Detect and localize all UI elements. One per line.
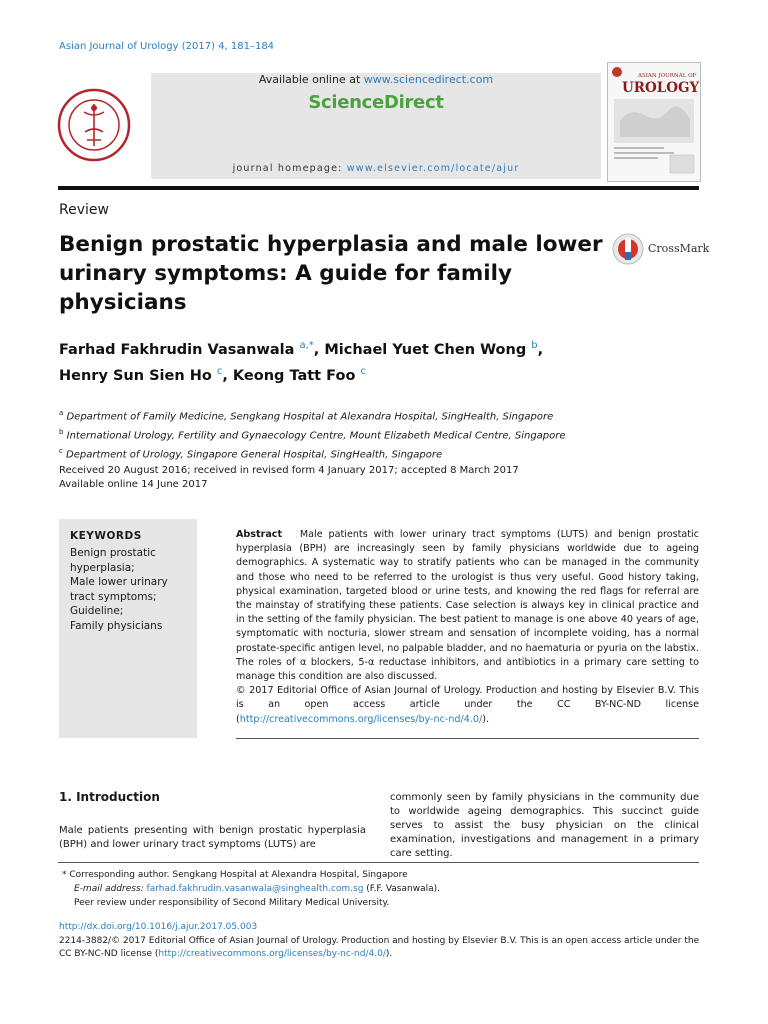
- doi-link[interactable]: http://dx.doi.org/10.1016/j.ajur.2017.05.003: [59, 922, 258, 932]
- abstract-text: Male patients with lower urinary tract symptoms (LUTS) and benign prostatic hyperplasia (BPH) are increasingly seen by family physicians worldwide due to ageing demographics. A systematic way to stratify patients who can be managed in the community and those who need to be referred to the urologist is thus very useful. Good history taking, physical examination, targeted blood or urine tests, and knowing the red flags for referral are the mainstay of stratifying these patients. Case selection is always key in clinical practice and in the setting of the family physician. The best patient to manage is one above 40 years of age, symptomatic with nocturia, slower stream and sensation of incomplete voiding, has a normal prostate-specific antigen level, no palpable bladder, and no haematuria or pyuria on the labstix. The roles of α blockers, 5-α reductase inhibitors, and antibiotics in a primary care setting to manage this condition are also discussed.: [236, 529, 699, 683]
- keyword-item: Male lower urinary tract symptoms;: [70, 576, 168, 603]
- author-affiliation-mark[interactable]: a,*: [299, 340, 314, 351]
- available-online-line: Available online at www.sciencedirect.com: [258, 73, 494, 86]
- crossmark-label: CrossMark: [648, 242, 710, 255]
- corresponding-author-note: * Corresponding author. Sengkang Hospital at Alexandra Hospital, Singapore: [62, 870, 408, 880]
- keywords-box: [59, 519, 197, 738]
- university-seal-logo: [57, 88, 131, 162]
- author-affiliation-mark[interactable]: b: [531, 340, 538, 351]
- journal-cover-image: [607, 62, 701, 182]
- abstract-body: [236, 528, 699, 684]
- article-type: Review: [59, 202, 109, 218]
- sciencedirect-brand: ScienceDirect: [308, 92, 444, 113]
- sciencedirect-link[interactable]: www.sciencedirect.com: [363, 73, 494, 86]
- author-name: Keong Tatt Foo: [232, 367, 356, 384]
- affiliation-item: $^a$ Department of Family Medicine, Sengkang Hospital at Alexandra Hospital, SingHealth, Singapore: [59, 409, 554, 423]
- intro-paragraph-left: Male patients presenting with benign prostatic hyperplasia (BPH) and lower urinary tract symptoms (LUTS) are: [59, 825, 366, 850]
- crossmark-button[interactable]: [612, 232, 710, 266]
- affiliation-item: $^c$ Department of Urology, Singapore General Hospital, SingHealth, Singapore: [59, 446, 443, 460]
- article-title: Benign prostatic hyperplasia and male lower urinary symptoms: A guide for family physicians: [59, 232, 603, 315]
- intro-paragraph-right: commonly seen by family physicians in the community due to worldwide ageing demographics. This succinct guide serves to assist the busy physician on the clinical examination, investigations and management in a primary care setting.: [390, 792, 699, 859]
- email-link[interactable]: farhad.fakhrudin.vasanwala@singhealth.com.sg: [146, 884, 364, 894]
- cover-journal-main: UROLOGY: [622, 80, 700, 96]
- author-affiliation-mark[interactable]: c: [360, 365, 366, 377]
- footnote-rule: [58, 862, 699, 863]
- journal-cover-art: [608, 63, 700, 181]
- article-dates: [59, 464, 519, 492]
- peer-review-note: Peer review under responsibility of Second Military Medical University.: [74, 898, 390, 908]
- footnotes: [62, 868, 702, 910]
- abstract-label: Abstract: [236, 529, 283, 540]
- license-link[interactable]: http://creativecommons.org/licenses/by-nc-nd/4.0/: [239, 713, 483, 725]
- author-list: Farhad Fakhrudin Vasanwala $^{a,*}$, Michael Yuet Chen Wong $^b$, Henry Sun Sien Ho $^c$, Keong Tatt Foo $^c$: [59, 340, 544, 384]
- cover-journal-top: ASIAN JOURNAL OF: [638, 73, 697, 79]
- author-name: Farhad Fakhrudin Vasanwala: [59, 341, 295, 358]
- author-name: Michael Yuet Chen Wong: [324, 341, 527, 358]
- footer-license-link[interactable]: http://creativecommons.org/licenses/by-nc-nd/4.0/: [158, 949, 386, 959]
- online-date: Available online 14 June 2017: [59, 479, 208, 490]
- keyword-item: Benign prostatic hyperplasia;: [70, 547, 156, 574]
- affiliation-list: [59, 406, 709, 462]
- affiliation-item: $^b$ International Urology, Fertility and Gynaecology Centre, Mount Elizabeth Medical Centre, Singapore: [59, 427, 566, 442]
- sciencedirect-banner: [151, 73, 601, 179]
- keyword-item: Guideline;: [70, 605, 124, 617]
- header-rule: [58, 186, 699, 190]
- journal-homepage-line: journal homepage: www.elsevier.com/locate/ajur: [232, 163, 520, 174]
- keyword-item: Family physicians: [70, 619, 163, 632]
- abstract: [236, 528, 699, 727]
- author-name: Henry Sun Sien Ho: [59, 367, 212, 384]
- abstract-rule: [236, 738, 699, 739]
- keywords-heading: KEYWORDS: [70, 530, 142, 542]
- author-affiliation-mark[interactable]: c: [216, 365, 223, 377]
- running-head: Asian Journal of Urology (2017) 4, 181–184: [59, 41, 275, 52]
- email-line: E-mail address: farhad.fakhrudin.vasanwala@singhealth.com.sg (F.F. Vasanwala).: [74, 884, 440, 894]
- keywords-list: [70, 546, 195, 633]
- section-heading-introduction: 1. Introduction: [59, 790, 160, 804]
- copyright-footer: 2214-3882/© 2017 Editorial Office of Asian Journal of Urology. Production and hosting by Elsevier B.V. This is an open access article under the CC BY-NC-ND license (http://creativecommons.org/licenses/by-nc-nd/4.0/).: [59, 936, 700, 959]
- abstract-copyright: © 2017 Editorial Office of Asian Journal of Urology. Production and hosting by Elsevier B.V. This is an open access article under the CC BY-NC-ND license (http://creativecommons.org/licenses/by-nc-nd/4.0/).: [236, 685, 699, 725]
- journal-homepage-link[interactable]: www.elsevier.com/locate/ajur: [346, 163, 520, 174]
- received-dates: Received 20 August 2016; received in revised form 4 January 2017; accepted 8 March 2017: [59, 465, 519, 476]
